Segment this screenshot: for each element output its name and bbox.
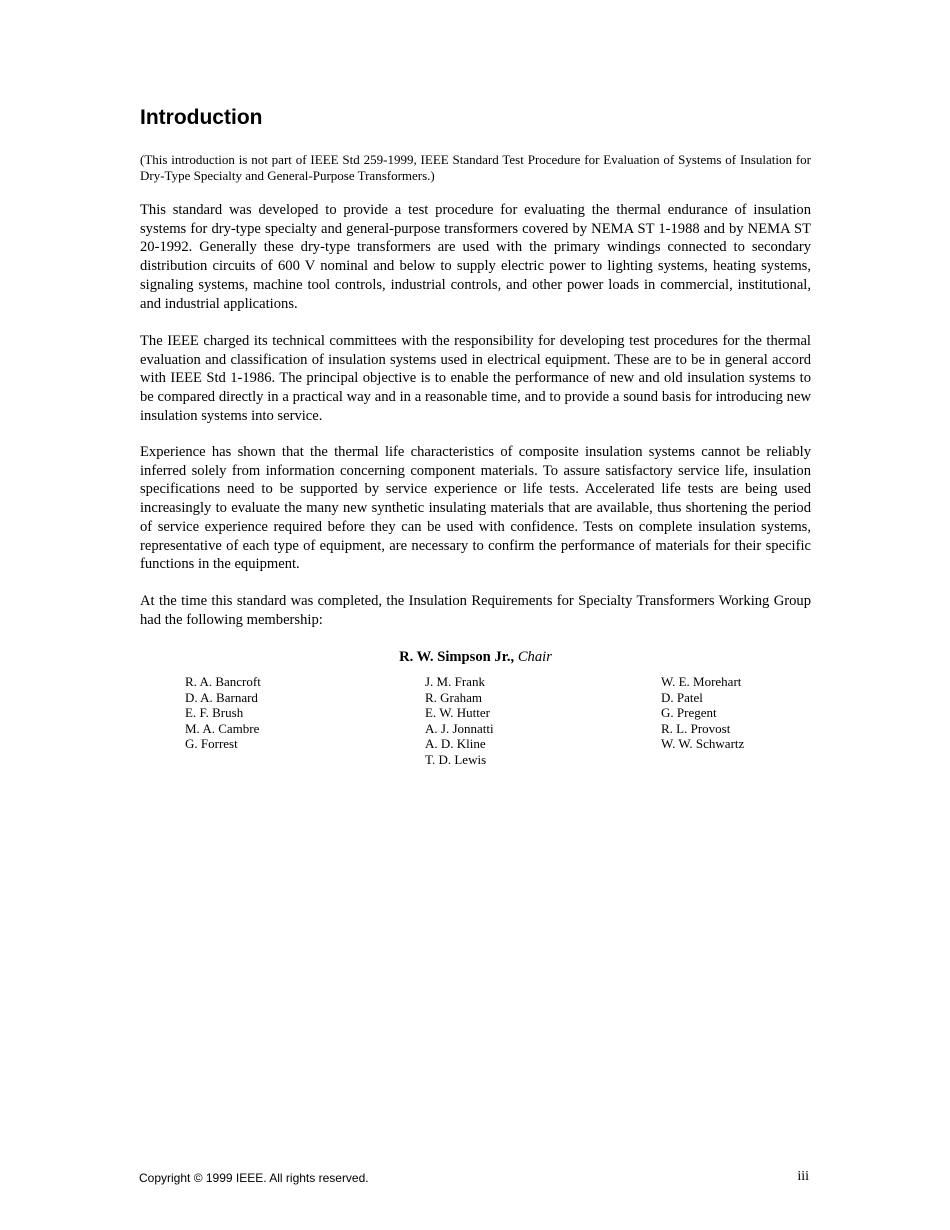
member-name: G. Forrest <box>185 736 238 751</box>
member-name: M. A. Cambre <box>185 720 260 736</box>
member-column-2 <box>425 674 494 767</box>
page-title: Introduction <box>140 106 263 129</box>
member-name: D. A. Barnard <box>185 689 258 705</box>
member-name: T. D. Lewis <box>425 751 487 767</box>
introduction-note: (This introduction is not part of IEEE Std 259-1999, IEEE Standard Test Procedure for Evaluation of Systems of Insulation for Dry-Type Specialty and General-Purpose Transformers.) <box>140 152 811 183</box>
member-column-1 <box>185 674 261 752</box>
footer-copyright: Copyright © 1999 IEEE. All rights reserved. <box>139 1171 369 1185</box>
paragraph-scope: This standard was developed to provide a test procedure for evaluating the thermal endurance of insulation systems for dry-type specialty and general-purpose transformers covered by NEMA ST 1-1988 and by NEMA ST 20-1992. Generally these dry-type transformers are used with the primary windings connected to secondary distribution circuits of 600 V nominal and below to supply electric power to lighting systems, heating systems, signaling systems, machine tool controls, industrial controls, and other power loads in commercial, institutional, and industrial applications. <box>140 202 811 312</box>
member-name: R. Graham <box>425 689 483 705</box>
member-name: J. M. Frank <box>425 674 485 689</box>
member-name: D. Patel <box>661 689 703 705</box>
member-name: A. J. Jonnatti <box>425 720 494 736</box>
member-name: A. D. Kline <box>425 736 486 751</box>
member-name: W. W. Schwartz <box>661 736 745 751</box>
member-name: G. Pregent <box>661 705 717 720</box>
member-name: R. A. Bancroft <box>185 674 261 689</box>
paragraph-membership: At the time this standard was completed, the Insulation Requirements for Specialty Transformers Working Group had the following membership: <box>140 593 811 628</box>
chair-name: R. W. Simpson Jr., <box>399 649 515 665</box>
member-name: E. W. Hutter <box>425 705 490 720</box>
member-name: E. F. Brush <box>185 705 244 720</box>
member-name: R. L. Provost <box>661 720 731 736</box>
chair-role: Chair <box>517 649 552 665</box>
paragraph-committees: The IEEE charged its technical committees with the responsibility for developing test procedures for the thermal evaluation and classification of insulation systems used in electrical equipment. These are to be in general accord with IEEE Std 1-1986. The principal objective is to enable the performance of new and old insulation systems to be compared directly in a practical way and in a reasonable time, and to provide a sound basis for introducing new insulation systems into service. <box>140 333 811 424</box>
member-column-3 <box>661 674 744 752</box>
member-name: W. E. Morehart <box>661 674 742 689</box>
paragraph-experience: Experience has shown that the thermal life characteristics of composite insulation systems cannot be reliably inferred solely from information concerning component materials. To assure satisfactory service life, insulation specifications need to be supported by service experience or life tests. Accelerated life tests are being used increasingly to evaluate the many new synthetic insulating materials that are available, thus shortening the period of service experience required before they can be used with confidence. Tests on complete insulation systems, representative of each type of equipment, are necessary to confirm the performance of materials for their specific functions in the equipment. <box>140 444 811 573</box>
chair-line <box>140 648 811 666</box>
page-number: iii <box>797 1169 809 1184</box>
